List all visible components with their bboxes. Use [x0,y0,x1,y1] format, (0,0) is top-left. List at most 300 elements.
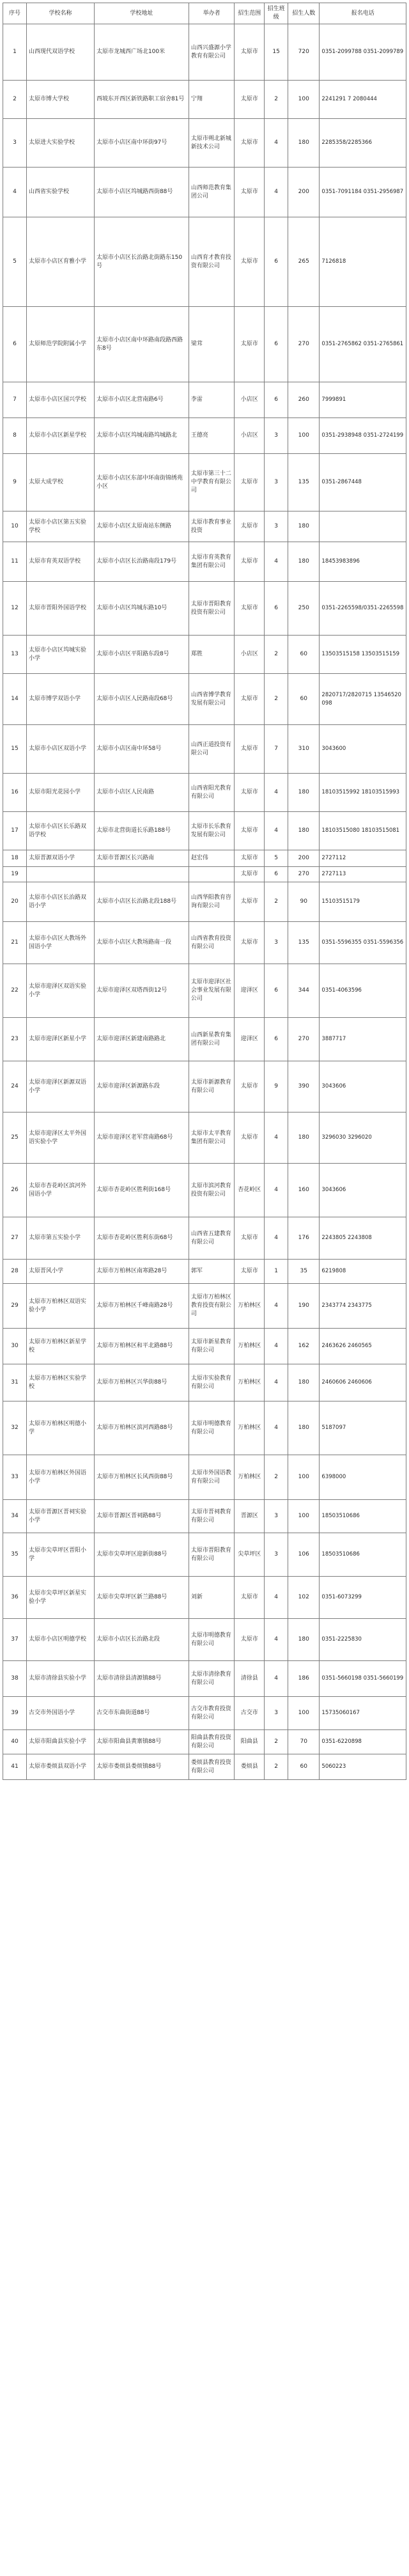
row-students: 35 [288,1260,320,1284]
row-classes: 1 [265,1260,288,1284]
header-address: 学校地址 [94,3,189,24]
row-phone: 2460606 2460606 [320,1364,406,1401]
row-address: 太原市晋源区长兴路南 [94,850,189,867]
row-enrollment-area: 太原市 [235,24,265,81]
row-address: 太原市小店区太原南站东侧路 [94,511,189,542]
row-organizer: 王德亮 [189,418,234,454]
row-students: 200 [288,850,320,867]
row-students: 100 [288,1500,320,1533]
row-address: 太原市尖草坪区迎新街88号 [94,1533,189,1577]
row-students: 720 [288,24,320,81]
row-address: 太原市小店区人民路南段68号 [94,674,189,725]
row-no: 3 [3,119,27,168]
row-classes: 6 [265,1018,288,1061]
table-row [3,1164,406,1217]
row-classes: 4 [265,1577,288,1619]
row-organizer: 山西育才教育投资有限公司 [189,217,234,307]
row-classes: 4 [265,119,288,168]
row-phone: 3887717 [320,1018,406,1061]
row-organizer: 太原市朔北新城新技术公司 [189,119,234,168]
row-school-name: 太原市晋源区晋祠实验小学 [26,1500,94,1533]
row-organizer: 赵宏伟 [189,850,234,867]
row-school-name: 山西现代双语学校 [26,24,94,81]
row-no: 10 [3,511,27,542]
page [0,3,409,2576]
row-no: 18 [3,850,27,867]
row-organizer: 太原市第三十二中学教育有限公司 [189,454,234,511]
header-enrollment-area: 招生范围 [235,3,265,24]
row-organizer: 太原市清徐教育有限公司 [189,1661,234,1697]
row-school-name: 太原晋源双语小学 [26,850,94,867]
row-no: 12 [3,582,27,636]
row-no: 23 [3,1018,27,1061]
table-row [3,867,406,882]
row-school-name: 太原市杏花岭区滨河外国语小学 [26,1164,94,1217]
row-classes: 4 [265,168,288,217]
table-row [3,217,406,307]
row-no: 26 [3,1164,27,1217]
table-row [3,1018,406,1061]
row-school-name: 古交市外国语小学 [26,1697,94,1730]
row-phone: 7126818 [320,217,406,307]
row-enrollment-area: 太原市 [235,511,265,542]
row-enrollment-area: 太原市 [235,582,265,636]
row-school-name: 太原市万柏林区外国语小学 [26,1455,94,1500]
row-students: 265 [288,217,320,307]
row-students: 390 [288,1061,320,1112]
row-students: 180 [288,511,320,542]
row-phone: 3043600 [320,725,406,774]
table-row [3,542,406,582]
row-enrollment-area: 太原市 [235,119,265,168]
row-no: 21 [3,922,27,964]
table-row [3,418,406,454]
row-no: 17 [3,812,27,850]
row-no: 32 [3,1401,27,1455]
row-school-name: 太原市万柏林区双语实验小学 [26,1284,94,1329]
row-classes: 4 [265,1164,288,1217]
row-organizer: 刘新 [189,1577,234,1619]
row-phone: 18103515992 18103515993 [320,774,406,812]
row-address: 太原市小店区长治路北街路东150号 [94,217,189,307]
row-enrollment-area: 太原市 [235,1260,265,1284]
row-school-name: 太原师范学院附属小学 [26,307,94,382]
row-phone: 0351-2765862 0351-2765861 [320,307,406,382]
row-classes: 6 [265,867,288,882]
row-address: 太原市清徐县清源镇88号 [94,1661,189,1697]
row-address: 太原市杏花岭区胜利东街68号 [94,1217,189,1260]
row-enrollment-area: 迎泽区 [235,1018,265,1061]
row-classes: 3 [265,418,288,454]
table-row [3,1329,406,1364]
row-organizer: 太原市晋阳教育有限公司 [189,1533,234,1577]
row-organizer: 太原市明德教育有限公司 [189,1619,234,1661]
row-phone: 7999891 [320,382,406,418]
enrollment-table [3,3,406,1780]
row-classes: 3 [265,1500,288,1533]
table-row [3,582,406,636]
row-phone: 0351-7091184 0351-2956987 [320,168,406,217]
table-row [3,850,406,867]
row-students: 180 [288,1364,320,1401]
row-no: 22 [3,964,27,1018]
row-address: 太原市万柏林区千峰南路28号 [94,1284,189,1329]
row-classes: 6 [265,382,288,418]
table-row [3,511,406,542]
row-phone: 13503515158 13503515159 [320,636,406,674]
row-organizer: 山西师范教育集团公司 [189,168,234,217]
row-students: 100 [288,418,320,454]
row-classes: 4 [265,1364,288,1401]
row-phone: 18453983896 [320,542,406,582]
table-row [3,1619,406,1661]
table-row [3,1112,406,1164]
row-no: 37 [3,1619,27,1661]
row-enrollment-area: 杏花岭区 [235,1164,265,1217]
table-row [3,454,406,511]
row-enrollment-area: 万柏林区 [235,1401,265,1455]
row-organizer: 太原市育英教育集团有限公司 [189,542,234,582]
table-row [3,81,406,119]
row-organizer [189,867,234,882]
row-enrollment-area: 太原市 [235,882,265,922]
row-school-name: 太原市博学双语小学 [26,674,94,725]
row-phone: 2285358/2285366 [320,119,406,168]
row-organizer: 太原市太平教育集团有限公司 [189,1112,234,1164]
row-classes: 3 [265,454,288,511]
row-enrollment-area: 太原市 [235,850,265,867]
row-enrollment-area: 小店区 [235,382,265,418]
row-students: 200 [288,168,320,217]
row-address: 太原市万柏林区兴华街88号 [94,1364,189,1401]
row-school-name: 太原市迎泽区双语实验小学 [26,964,94,1018]
row-no: 33 [3,1455,27,1500]
row-enrollment-area: 太原市 [235,1217,265,1260]
row-school-name: 太原市清徐县实验小学 [26,1661,94,1697]
row-no: 24 [3,1061,27,1112]
row-phone: 5187097 [320,1401,406,1455]
row-address: 古交市东曲街道88号 [94,1697,189,1730]
row-enrollment-area: 太原市 [235,81,265,119]
table-row [3,882,406,922]
table-row [3,1661,406,1697]
row-address: 太原市万柏林区和平北路88号 [94,1329,189,1364]
table-row [3,168,406,217]
row-enrollment-area: 古交市 [235,1697,265,1730]
row-enrollment-area: 太原市 [235,725,265,774]
table-row [3,1260,406,1284]
row-no: 11 [3,542,27,582]
table-row [3,1754,406,1780]
row-students: 106 [288,1533,320,1577]
row-address: 太原市小店区坞城路西街88号 [94,168,189,217]
row-classes: 4 [265,1661,288,1697]
row-classes: 4 [265,1619,288,1661]
row-enrollment-area: 晋源区 [235,1500,265,1533]
row-organizer: 太原市新星教育有限公司 [189,1329,234,1364]
row-no: 28 [3,1260,27,1284]
table-row [3,1455,406,1500]
table-row [3,119,406,168]
row-no: 1 [3,24,27,81]
row-address: 太原市迎泽区老军营南路68号 [94,1112,189,1164]
row-phone: 3043606 [320,1164,406,1217]
row-phone: 3043606 [320,1061,406,1112]
row-enrollment-area: 小店区 [235,636,265,674]
row-phone: 2243805 2243808 [320,1217,406,1260]
row-enrollment-area: 太原市 [235,1577,265,1619]
row-no: 16 [3,774,27,812]
row-classes: 6 [265,582,288,636]
row-address: 太原市万柏林区南寒路28号 [94,1260,189,1284]
row-classes: 2 [265,882,288,922]
row-students: 70 [288,1730,320,1754]
row-address: 太原市小店区长治路北段188号 [94,882,189,922]
row-address: 太原市迎泽区新源路东段 [94,1061,189,1112]
row-no: 8 [3,418,27,454]
row-no: 29 [3,1284,27,1329]
row-no: 38 [3,1661,27,1697]
row-organizer: 娄烦县教育投资有限公司 [189,1754,234,1780]
row-classes: 3 [265,922,288,964]
row-school-name: 太原市娄烦县双语小学 [26,1754,94,1780]
row-students: 162 [288,1329,320,1364]
row-enrollment-area: 尖草坪区 [235,1533,265,1577]
row-phone: 2463626 2460565 [320,1329,406,1364]
row-classes: 2 [265,81,288,119]
row-phone: 0351-5596355 0351-5596356 [320,922,406,964]
row-phone: 2820717/2820715 13546520098 [320,674,406,725]
row-phone: 0351-2867448 [320,454,406,511]
table-row [3,1577,406,1619]
row-no: 31 [3,1364,27,1401]
row-students: 180 [288,1112,320,1164]
row-organizer: 阳曲县教育投资有限公司 [189,1730,234,1754]
row-phone: 6398000 [320,1455,406,1500]
table-body [3,24,406,1780]
row-enrollment-area: 太原市 [235,867,265,882]
row-classes: 4 [265,1217,288,1260]
row-no: 14 [3,674,27,725]
header-phone: 报名电话 [320,3,406,24]
table-row [3,1401,406,1455]
row-classes: 2 [265,1730,288,1754]
row-address: 太原市小店区长治路南段179号 [94,542,189,582]
row-students: 60 [288,636,320,674]
row-enrollment-area: 万柏林区 [235,1364,265,1401]
row-phone: 0351-2265598/0351-2265598 [320,582,406,636]
row-address: 太原市阳曲县黄寨镇88号 [94,1730,189,1754]
row-no: 13 [3,636,27,674]
header-classes: 招生班级 [265,3,288,24]
row-no: 34 [3,1500,27,1533]
row-organizer: 太原市明德教育有限公司 [189,1401,234,1455]
row-enrollment-area: 太原市 [235,1112,265,1164]
row-enrollment-area: 迎泽区 [235,964,265,1018]
row-school-name [26,867,94,882]
row-phone: 18503510686 [320,1500,406,1533]
row-address [94,867,189,882]
row-phone: 3296030 3296020 [320,1112,406,1164]
row-school-name: 太原市尖草坪区晋阳小学 [26,1533,94,1577]
row-classes: 15 [265,24,288,81]
row-no: 40 [3,1730,27,1754]
row-address: 太原市北营街道长乐路188号 [94,812,189,850]
row-school-name: 太原大成学校 [26,454,94,511]
row-school-name: 太原市万柏林区实验学校 [26,1364,94,1401]
row-enrollment-area: 万柏林区 [235,1284,265,1329]
row-address: 太原市娄烦县娄烦镇88号 [94,1754,189,1780]
row-students: 176 [288,1217,320,1260]
row-organizer: 太原市晋祠教育有限公司 [189,1500,234,1533]
row-school-name: 太原市小店区长治路双语小学 [26,882,94,922]
row-address: 太原市小店区南中环58号 [94,725,189,774]
row-no: 39 [3,1697,27,1730]
row-school-name: 太原市小店区明德学校 [26,1619,94,1661]
row-organizer: 山西兴盛源小学教育有限公司 [189,24,234,81]
table-row [3,725,406,774]
table-row [3,1730,406,1754]
row-phone: 2727112 [320,850,406,867]
row-school-name: 太原市万柏林区明德小学 [26,1401,94,1455]
row-school-name: 太原市小店区国兴学校 [26,382,94,418]
row-no: 35 [3,1533,27,1577]
row-organizer: 古交市教育投资有限公司 [189,1697,234,1730]
row-classes: 6 [265,307,288,382]
row-no: 25 [3,1112,27,1164]
header-school-name: 学校名称 [26,3,94,24]
table-row [3,1500,406,1533]
row-students: 90 [288,882,320,922]
row-enrollment-area: 太原市 [235,307,265,382]
row-students: 100 [288,1455,320,1500]
row-address: 太原市尖草坪区新兰路88号 [94,1577,189,1619]
row-address: 太原市小店区北营南路6号 [94,382,189,418]
table-row [3,774,406,812]
row-organizer: 太原市外国语教育有限公司 [189,1455,234,1500]
row-classes: 3 [265,1697,288,1730]
row-organizer: 太原市长乐教育发展有限公司 [189,812,234,850]
row-address: 太原市小店区坞城南路坞城路北 [94,418,189,454]
row-no: 6 [3,307,27,382]
row-phone: 18503510686 [320,1533,406,1577]
row-classes: 4 [265,1329,288,1364]
row-students: 180 [288,1401,320,1455]
row-enrollment-area: 太原市 [235,217,265,307]
row-address: 太原市小店区长治路北段 [94,1619,189,1661]
row-classes: 4 [265,1401,288,1455]
row-no: 2 [3,81,27,119]
row-enrollment-area: 太原市 [235,812,265,850]
row-phone: 2727113 [320,867,406,882]
row-enrollment-area: 太原市 [235,1619,265,1661]
row-classes: 5 [265,850,288,867]
row-enrollment-area: 太原市 [235,674,265,725]
row-no: 27 [3,1217,27,1260]
table-row [3,636,406,674]
row-students: 180 [288,774,320,812]
row-school-name: 山西省实验学校 [26,168,94,217]
row-school-name: 太原市小店区育雅小学 [26,217,94,307]
row-organizer: 太原市万柏林区教育投资有限公司 [189,1284,234,1329]
row-organizer: 山西省五建教育有限公司 [189,1217,234,1260]
row-students: 180 [288,119,320,168]
row-no: 9 [3,454,27,511]
row-students: 180 [288,812,320,850]
row-students: 102 [288,1577,320,1619]
row-school-name: 太原市小店区长乐路双语学校 [26,812,94,850]
header-no: 序号 [3,3,27,24]
row-classes: 2 [265,636,288,674]
row-classes: 4 [265,542,288,582]
row-phone: 15103515179 [320,882,406,922]
row-classes: 2 [265,1754,288,1780]
row-address: 西坡东开西区新铁路职工宿舍81号 [94,81,189,119]
row-school-name: 太原市晋阳外国语学校 [26,582,94,636]
row-address: 太原市小店区南中环路南段路西路东8号 [94,307,189,382]
row-phone: 2241291 7 2080444 [320,81,406,119]
row-school-name: 太原市小店区大教场外国语小学 [26,922,94,964]
row-school-name: 太原市小店区坞城实验小学 [26,636,94,674]
row-enrollment-area: 太原市 [235,168,265,217]
row-classes: 4 [265,1112,288,1164]
table-row [3,1533,406,1577]
row-school-name: 太原市博大学校 [26,81,94,119]
row-school-name: 太原市阳曲县实验小学 [26,1730,94,1754]
row-organizer: 山西正道投资有限公司 [189,725,234,774]
table-row [3,1061,406,1112]
row-classes: 2 [265,674,288,725]
row-enrollment-area: 万柏林区 [235,1455,265,1500]
table-row [3,922,406,964]
row-school-name: 太原市尖草坪区新星实验小学 [26,1577,94,1619]
row-students: 135 [288,454,320,511]
table-row [3,24,406,81]
row-organizer: 山西省教育投资有限公司 [189,922,234,964]
row-students: 270 [288,1018,320,1061]
row-phone: 0351-6220898 [320,1730,406,1754]
row-school-name: 太原市第五实验小学 [26,1217,94,1260]
table-row [3,674,406,725]
row-school-name: 太原市小店区第五实验学校 [26,511,94,542]
table-row [3,964,406,1018]
row-organizer: 宁翔 [189,81,234,119]
row-phone: 0351-6073299 [320,1577,406,1619]
row-no: 20 [3,882,27,922]
row-organizer: 山西省阳光教育有限公司 [189,774,234,812]
row-school-name: 太原市迎泽区新星小学 [26,1018,94,1061]
row-address: 太原市小店区东部中环南街锦绣苑小区 [94,454,189,511]
row-phone: 15735060167 [320,1697,406,1730]
row-address: 太原市万柏林区滨河西路88号 [94,1401,189,1455]
row-enrollment-area: 娄烦县 [235,1754,265,1780]
table-row [3,1284,406,1329]
row-organizer: 山西新星教育集团有限公司 [189,1018,234,1061]
row-organizer: 太原市实验教育有限公司 [189,1364,234,1401]
row-organizer: 梁茸 [189,307,234,382]
row-phone: 6219808 [320,1260,406,1284]
row-school-name: 太原市育英双语学校 [26,542,94,582]
row-address: 太原市杏花岭区胜利街168号 [94,1164,189,1217]
row-students: 270 [288,867,320,882]
row-classes: 3 [265,511,288,542]
row-address: 太原市小店区大教场路南一段 [94,922,189,964]
row-school-name: 太原市阳光花园小学 [26,774,94,812]
row-no: 7 [3,382,27,418]
row-school-name: 太原市迎泽区太平外国语实验小学 [26,1112,94,1164]
table-row [3,1217,406,1260]
row-school-name: 太原晋风小学 [26,1260,94,1284]
